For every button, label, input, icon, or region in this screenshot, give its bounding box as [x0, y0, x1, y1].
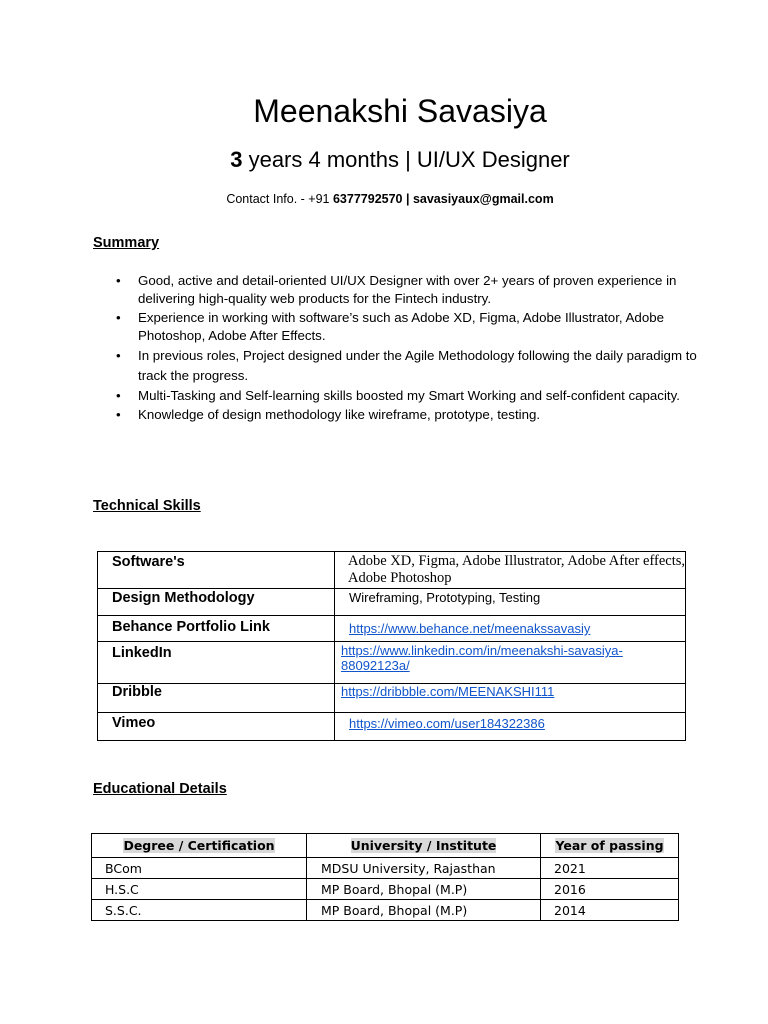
- column-header: Year of passing: [541, 834, 679, 858]
- educational-details-heading: Educational Details: [93, 781, 227, 797]
- contact-value: 6377792570 | savasiyaux@gmail.com: [332, 192, 554, 206]
- experience-title: [0, 147, 768, 173]
- summary-list: [108, 272, 698, 425]
- behance-link[interactable]: https://www.behance.net/meenakssavasiy: [349, 621, 591, 636]
- contact-label: Contact Info. - +91: [226, 192, 333, 206]
- degree-cell: S.S.C.: [92, 900, 307, 921]
- year-cell: 2021: [541, 858, 679, 879]
- experience-years: 3: [230, 147, 243, 172]
- year-cell: 2016: [541, 879, 679, 900]
- summary-item: • Multi-Tasking and Self-learning skills boosted my Smart Working and self-confident capacity.: [138, 387, 698, 405]
- vimeo-link[interactable]: https://vimeo.com/user184322386: [349, 716, 545, 731]
- summary-item: • In previous roles, Project designed under the Agile Methodology following the daily paradigm to track the progress.: [138, 346, 698, 386]
- skill-row: [98, 552, 686, 589]
- skill-label: Dribble: [98, 684, 335, 713]
- technical-skills-table: [97, 551, 686, 741]
- column-header: Degree / Certification: [92, 834, 307, 858]
- education-header-row: [92, 834, 679, 858]
- skill-row: [98, 684, 686, 713]
- skill-label: Software's: [98, 552, 335, 589]
- resume-name: Meenakshi Savasiya: [253, 93, 547, 129]
- summary-item: • Experience in working with software’s such as Adobe XD, Figma, Adobe Illustrator, Adobe Photoshop, Adobe After Effects.: [138, 309, 698, 345]
- education-row: [92, 900, 679, 921]
- linkedin-link[interactable]: https://www.linkedin.com/in/meenakshi-savasiya-88092123a/: [341, 643, 623, 673]
- year-cell: 2014: [541, 900, 679, 921]
- skill-row: [98, 589, 686, 616]
- education-row: [92, 858, 679, 879]
- summary-item: • Knowledge of design methodology like wireframe, prototype, testing.: [138, 406, 698, 424]
- skill-row: [98, 713, 686, 741]
- degree-cell: H.S.C: [92, 879, 307, 900]
- summary-heading: Summary: [93, 235, 160, 251]
- skill-value: Adobe XD, Figma, Adobe Illustrator, Adobe After effects, Adobe Photoshop: [335, 552, 686, 589]
- institute-cell: MP Board, Bhopal (M.P): [307, 900, 541, 921]
- skill-label: LinkedIn: [98, 642, 335, 684]
- technical-skills-heading: Technical Skills: [93, 498, 201, 514]
- experience-role: years 4 months | UI/UX Designer: [242, 147, 570, 172]
- skill-value: Wireframing, Prototyping, Testing: [335, 589, 686, 616]
- institute-cell: MP Board, Bhopal (M.P): [307, 879, 541, 900]
- skill-label: Behance Portfolio Link: [98, 616, 335, 642]
- skill-label: Design Methodology: [98, 589, 335, 616]
- skill-row: [98, 616, 686, 642]
- skill-label: Vimeo: [98, 713, 335, 741]
- degree-cell: BCom: [92, 858, 307, 879]
- contact-info: [0, 192, 768, 206]
- skill-row: [98, 642, 686, 684]
- education-row: [92, 879, 679, 900]
- summary-item: • Good, active and detail-oriented UI/UX Designer with over 2+ years of proven experience in delivering high-quality web products for the Fintech industry.: [138, 272, 698, 308]
- dribbble-link[interactable]: https://dribbble.com/MEENAKSHI111: [341, 684, 555, 699]
- education-table: [91, 833, 679, 921]
- column-header: University / Institute: [307, 834, 541, 858]
- institute-cell: MDSU University, Rajasthan: [307, 858, 541, 879]
